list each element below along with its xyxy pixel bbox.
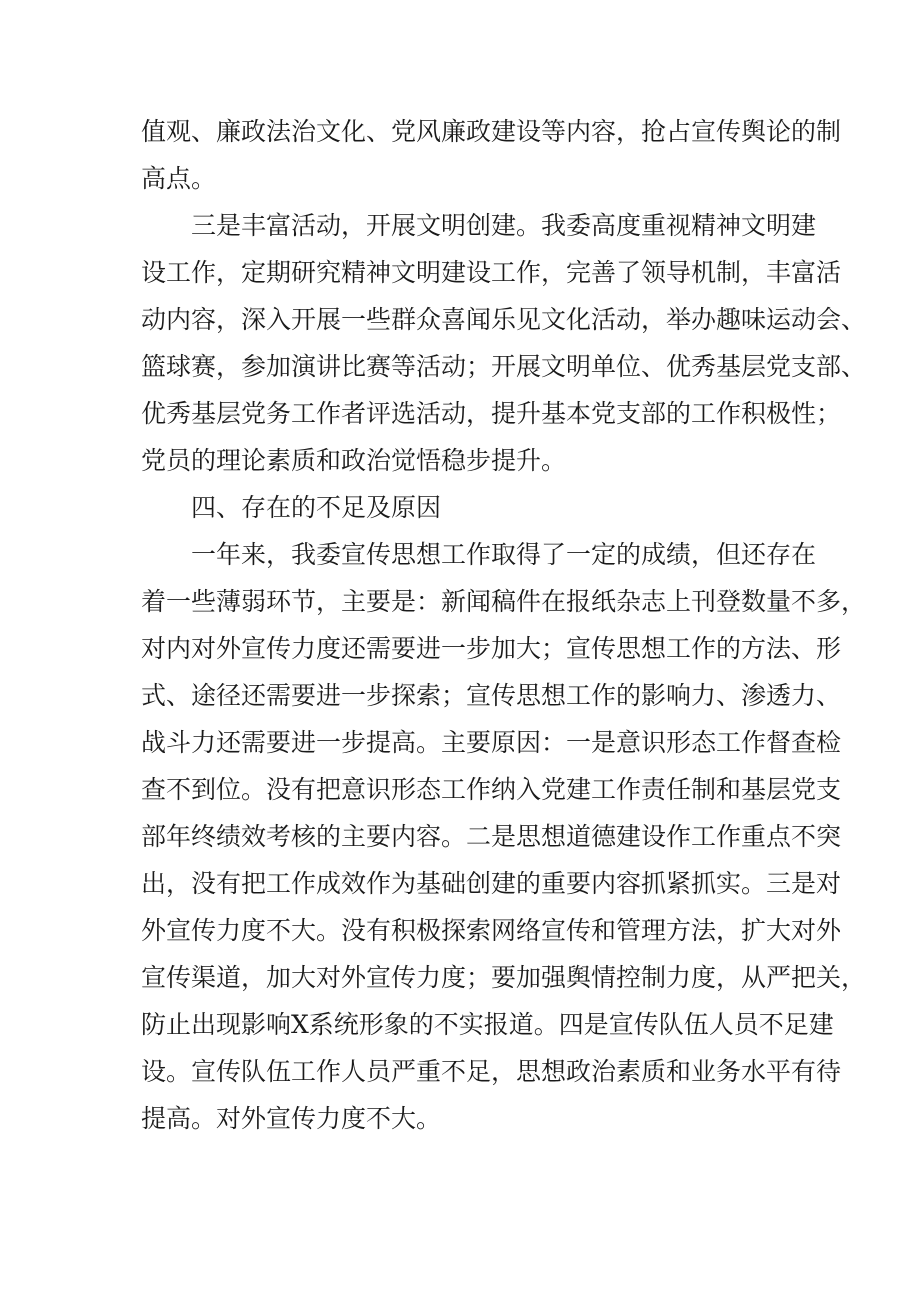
text-line: 查不到位。没有把意识形态工作纳入党建工作责任制和基层党支 bbox=[141, 775, 842, 804]
text-line: 提高。对外宣传力度不大。 bbox=[141, 1104, 442, 1133]
text-line: 战斗力还需要进一步提高。主要原因：一是意识形态工作督查检 bbox=[141, 728, 842, 757]
text-line: 设。宣传队伍工作人员严重不足，思想政治素质和业务水平有待 bbox=[141, 1057, 842, 1086]
text-line: 式、途径还需要进一步探索；宣传思想工作的影响力、渗透力、 bbox=[141, 681, 842, 710]
paragraph-continuation bbox=[141, 108, 842, 202]
document-body bbox=[141, 108, 867, 1142]
text-line: 着一些薄弱环节，主要是：新闻稿件在报纸杂志上刊登数量不多， bbox=[141, 587, 867, 616]
text-line: 高点。 bbox=[141, 164, 217, 193]
text-line: 设工作，定期研究精神文明建设工作，完善了领导机制，丰富活 bbox=[141, 258, 842, 287]
text-line: 三是丰富活动，开展文明创建。我委高度重视精神文明建 bbox=[191, 211, 817, 240]
paragraph-activities bbox=[141, 202, 867, 484]
text-line: 党员的理论素质和政治觉悟稳步提升。 bbox=[141, 446, 567, 475]
text-line: 动内容，深入开展一些群众喜闻乐见文化活动，举办趣味运动会、 bbox=[141, 305, 867, 334]
text-line: 出，没有把工作成效作为基础创建的重要内容抓紧抓实。三是对 bbox=[141, 869, 842, 898]
heading-text: 四、存在的不足及原因 bbox=[191, 493, 442, 522]
paragraph-shortcomings bbox=[141, 531, 867, 1142]
text-line: 防止出现影响X系统形象的不实报道。四是宣传队伍人员不足建 bbox=[141, 1010, 834, 1039]
section-heading bbox=[141, 484, 786, 531]
text-line: 部年终绩效考核的主要内容。二是思想道德建设作工作重点不突 bbox=[141, 822, 842, 851]
text-line: 篮球赛，参加演讲比赛等活动；开展文明单位、优秀基层党支部、 bbox=[141, 352, 867, 381]
text-line: 一年来，我委宣传思想工作取得了一定的成绩，但还存在 bbox=[191, 540, 817, 569]
text-line: 宣传渠道，加大对外宣传力度；要加强舆情控制力度，从严把关， bbox=[141, 963, 867, 992]
text-line: 对内对外宣传力度还需要进一步加大；宣传思想工作的方法、形 bbox=[141, 634, 842, 663]
text-line: 值观、廉政法治文化、党风廉政建设等内容，抢占宣传舆论的制 bbox=[141, 117, 842, 146]
text-line: 外宣传力度不大。没有积极探索网络宣传和管理方法，扩大对外 bbox=[141, 916, 842, 945]
text-line: 优秀基层党务工作者评选活动，提升基本党支部的工作积极性； bbox=[141, 399, 842, 428]
